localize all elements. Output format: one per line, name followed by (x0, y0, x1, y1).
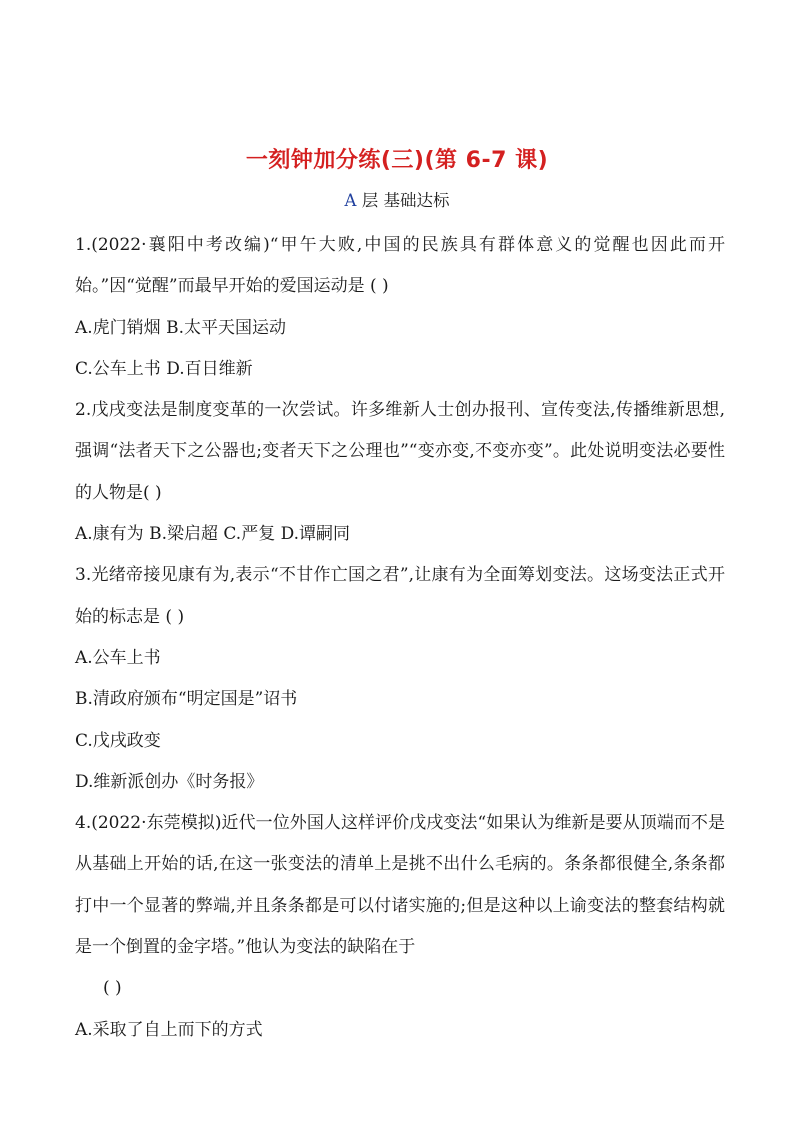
option-line: A.采取了自上而下的方式 (75, 1019, 263, 1040)
option-line: A.康有为 B.梁启超 C.严复 D.谭嗣同 (75, 524, 351, 545)
option-line: D.维新派创办《时务报》 (75, 771, 264, 792)
option-line: A.虎门销烟 B.太平天国运动 (75, 317, 286, 338)
section-subtitle (0, 187, 794, 211)
option-line: C.戊戌政变 (75, 730, 161, 751)
answer-blank: ( ) (103, 978, 122, 999)
option-line: B.清政府颁布“明定国是”诏书 (75, 689, 298, 710)
question-1 (75, 225, 725, 390)
question-list (75, 225, 725, 1051)
option-line: A.公车上书 (75, 647, 161, 668)
question-stem: 1.(2022·襄阳中考改编)“甲午大败,中国的民族具有群体意义的觉醒也因此而开始。”因“觉醒”而最早开始的爱国运动是 ( ) (75, 235, 725, 297)
question-stem: 2.戊戌变法是制度变革的一次尝试。许多维新人士创办报刊、宣传变法,传播维新思想,强调“法者天下之公器也;变者天下之公理也”“变亦变,不变亦变”。此处说明变法必要性的人物是( ) (75, 400, 725, 503)
level-text: 层 基础达标 (356, 191, 450, 210)
page-title: 一刻钟加分练(三)(第 6-7 课) (245, 148, 549, 173)
question-3 (75, 555, 725, 803)
question-4 (75, 803, 725, 1051)
option-line: C.公车上书 D.百日维新 (75, 358, 253, 379)
question-stem: 3.光绪帝接见康有为,表示“不甘作亡国之君”,让康有为全面筹划变法。这场变法正式开始的标志是 ( ) (75, 565, 725, 627)
question-2 (75, 390, 725, 555)
level-letter: A (344, 191, 357, 210)
question-stem: 4.(2022·东莞模拟)近代一位外国人这样评价戊戌变法“如果认为维新是要从顶端而不是从基础上开始的话,在这一张变法的清单上是挑不出什么毛病的。条条都很健全,条条都打中一个显著的弊端,并且条条都是可以付诸实施的;但是这种以上谕变法的整套结构就是一个倒置的金字塔。”他认为变法的缺陷在于 (75, 813, 725, 958)
